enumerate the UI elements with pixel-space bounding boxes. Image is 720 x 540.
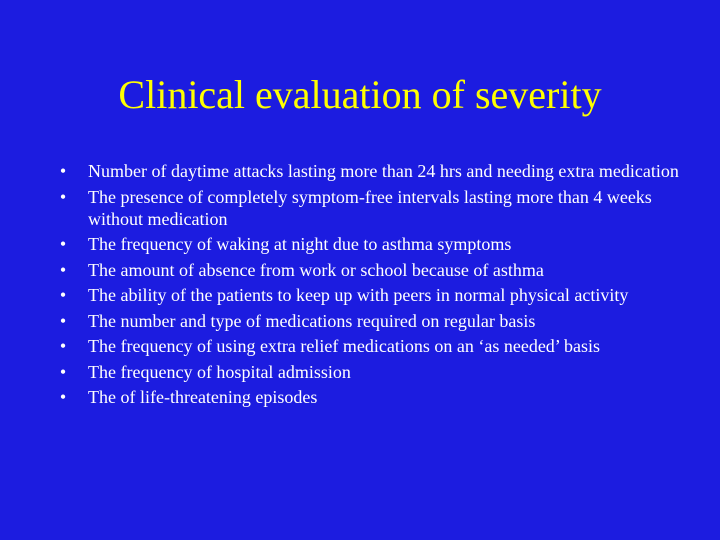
bullet-item-relief-medications <box>56 335 696 357</box>
bullet-text: The number and type of medications required on regular basis <box>88 310 536 331</box>
bullet-icon: • <box>59 186 67 207</box>
bullet-text: The ability of the patients to keep up with peers in normal physical activity <box>88 285 629 305</box>
bullet-icon: • <box>59 310 67 331</box>
slide-title: Clinical evaluation of severity <box>118 72 602 117</box>
bullet-list <box>56 160 696 412</box>
bullet-icon: • <box>59 285 67 305</box>
bullet-item-symptom-free-intervals <box>56 186 696 230</box>
bullet-text: The frequency of hospital admission <box>88 361 351 382</box>
bullet-item-absence <box>56 259 696 281</box>
bullet-item-physical-activity <box>56 284 696 306</box>
bullet-text: The frequency of waking at night due to asthma symptoms <box>88 234 512 254</box>
bullet-icon: • <box>59 161 67 181</box>
bullet-item-daytime-attacks <box>56 160 696 182</box>
bullet-icon: • <box>59 259 67 280</box>
bullet-item-medications <box>56 310 696 332</box>
bullet-icon: • <box>59 336 67 356</box>
bullet-icon: • <box>59 387 67 407</box>
bullet-text: The frequency of using extra relief medications on an ‘as needed’ basis <box>88 336 600 356</box>
bullet-item-night-waking <box>56 233 696 255</box>
bullet-item-life-threatening <box>56 386 696 408</box>
bullet-icon: • <box>59 234 67 254</box>
bullet-icon: • <box>59 361 67 382</box>
bullet-item-hospital-admission <box>56 361 696 383</box>
bullet-text: The amount of absence from work or school because of asthma <box>88 259 544 280</box>
bullet-text: Number of daytime attacks lasting more than 24 hrs and needing extra medication <box>88 161 679 181</box>
bullet-text: The presence of completely symptom-free intervals lasting more than 4 weeks without medication <box>88 186 652 229</box>
bullet-text: The of life-threatening episodes <box>88 387 318 407</box>
